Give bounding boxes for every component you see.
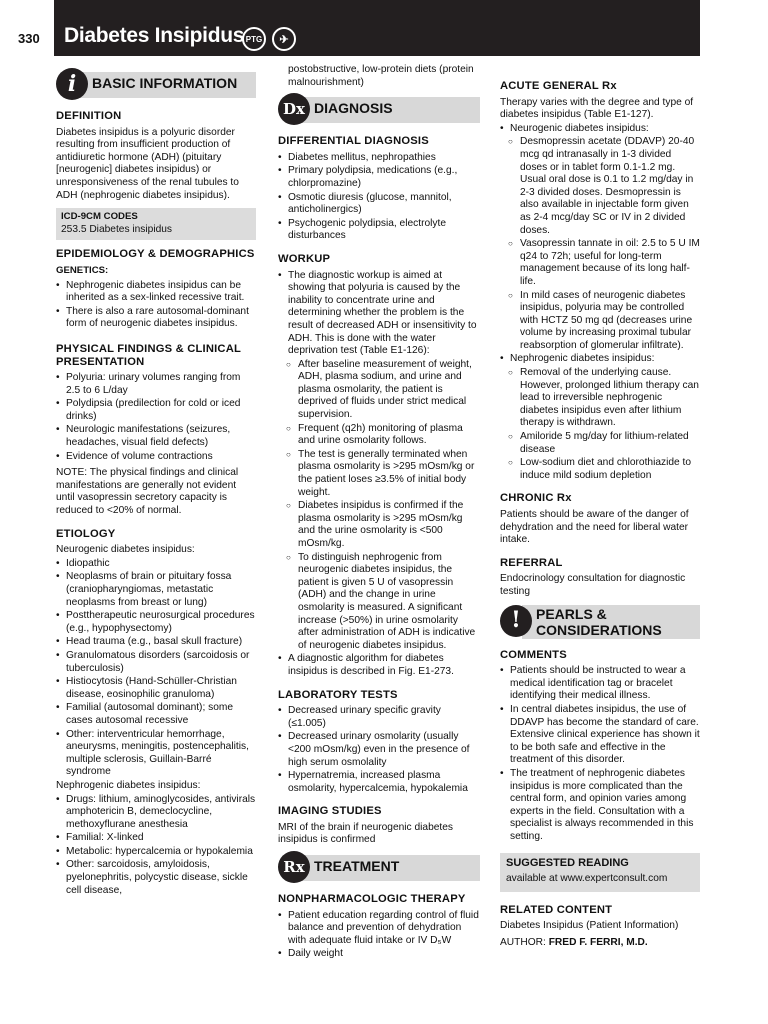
info-icon: i — [56, 68, 88, 100]
list-item: • The treatment of nephrogenic diabetes insipidus is more complicated than the central form, and opinion varies among experts in the field. Consultation with a specialist is always recommended in this setting. — [500, 768, 700, 844]
column-2 — [278, 64, 480, 965]
lab-list — [278, 705, 480, 795]
heading-chronic-rx: CHRONIC Rx — [500, 492, 572, 505]
author-name: FRED F. FERRI, M.D. — [548, 936, 648, 948]
list-item: • Osmotic diuresis (glucose, mannitol, anticholinergics) — [278, 192, 480, 217]
heading-comments: COMMENTS — [500, 648, 567, 661]
imaging-text: MRI of the brain if neurogenic diabetes insipidus is confirmed — [278, 821, 453, 846]
list-item: • Drugs: lithium, aminoglycosides, antivirals amphotericin B, demeclocycline, methoxyflurane anesthesia — [56, 794, 256, 832]
heading-genetics: GENETICS: — [56, 264, 109, 276]
heading-suggested-reading: SUGGESTED READING — [506, 857, 629, 870]
differential-list — [278, 152, 480, 243]
section-header-treatment — [278, 851, 480, 885]
list-item: ○ Vasopressin tannate in oil: 2.5 to 5 U IM q24 to 72h; useful for long-term management because of its long half-life. — [500, 238, 700, 288]
comments-list — [500, 665, 700, 843]
author-label: AUTHOR: — [500, 936, 546, 948]
list-item: • Daily weight — [278, 948, 480, 961]
list-item: ○ Removal of the underlying cause. However, prolonged lithium therapy can lead to irreversible nephrogenic diabetes insipidus even after lithium therapy is withdrawn. — [500, 367, 700, 430]
list-item: • Decreased urinary osmolarity (usually <200 mOsm/kg) even in the presence of high serum osmolality — [278, 731, 480, 769]
list-item: • Patient education regarding control of fluid balance and prevention of dehydration with adequate fluid intake or IV D₅W — [278, 910, 480, 948]
related-content-text: Diabetes Insipidus (Patient Information) — [500, 920, 679, 932]
list-item: • Neoplasms of brain or pituitary fossa (craniopharyngiomas, metastatic neoplasms from breast or lung) — [56, 571, 256, 609]
list-item: • Histiocytosis (Hand-Schüller-Christian disease, eosinophilic granuloma) — [56, 676, 256, 701]
heading-epidemiology: EPIDEMIOLOGY & DEMOGRAPHICS — [56, 248, 255, 261]
list-item: • Familial (autosomal dominant); some cases autosomal recessive — [56, 702, 256, 727]
acute-nephro-list — [500, 353, 700, 366]
section-label — [536, 606, 662, 638]
list-item: • Polydipsia (predilection for cold or iced drinks) — [56, 398, 256, 423]
column-1 — [56, 64, 256, 901]
pearls-label-line2: CONSIDERATIONS — [536, 621, 662, 638]
exclamation-icon: ! — [500, 605, 532, 637]
list-item: • Primary polydipsia, medications (e.g., chlorpromazine) — [278, 165, 480, 190]
list-item: ○ Low-sodium diet and chlorothiazide to induce mild sodium depletion — [500, 457, 700, 482]
heading-workup: WORKUP — [278, 252, 331, 265]
list-item: • Evidence of volume contractions — [56, 451, 256, 464]
acute-intro: Therapy varies with the degree and type of diabetes insipidus (Table E1-127). — [500, 96, 694, 121]
list-item: ○ Frequent (q2h) monitoring of plasma and urine osmolarity follows. — [278, 423, 480, 448]
list-item: • Neurologic manifestations (seizures, headaches, visual field defects) — [56, 424, 256, 449]
section-header-basic-information — [56, 68, 256, 102]
heading-physical-findings: PHYSICAL FINDINGS & CLINICAL PRESENTATION — [56, 342, 241, 368]
list-item: • Familial: X-linked — [56, 832, 256, 845]
section-label: BASIC INFORMATION — [92, 75, 238, 91]
page-number: 330 — [18, 31, 40, 46]
section-label: TREATMENT — [314, 858, 400, 875]
heading-definition: DEFINITION — [56, 110, 122, 122]
acute-neuro-list — [500, 123, 700, 136]
icd-codes-box — [56, 208, 256, 240]
etiology-continuation: postobstructive, low-protein diets (protein malnourishment) — [288, 64, 474, 88]
list-item: • Hypernatremia, increased plasma osmolarity, hypercalcemia, hypokalemia — [278, 770, 480, 795]
heading-etiology: ETIOLOGY — [56, 527, 116, 540]
list-item: • Idiopathic — [56, 558, 256, 571]
list-item: ○ In mild cases of neurogenic diabetes insipidus, polyuria may be controlled with HCTZ 50 mg qd (decreases urine volume by increasing proximal tubular reabsorption of glomerular infiltrate). — [500, 290, 700, 353]
list-item: • A diagnostic algorithm for diabetes insipidus is described in Fig. E1-273. — [278, 653, 480, 678]
suggested-reading-link[interactable]: available at www.expertconsult.com — [506, 873, 668, 885]
list-item: • Neurogenic diabetes insipidus: — [500, 123, 700, 136]
list-item: • Other: sarcoidosis, amyloidosis, pyelonephritis, polycystic disease, sickle cell disease, — [56, 859, 256, 897]
list-item: • In central diabetes insipidus, the use of DDAVP has become the standard of care. Extensive clinical experience has shown it to be both safe and effective in the treatment of this disorder. — [500, 704, 700, 767]
acute-nephro-sublist — [500, 367, 700, 482]
etiology-nephrogenic-intro: Nephrogenic diabetes insipidus: — [56, 779, 201, 791]
heading-nonpharmacologic: NONPHARMACOLOGIC THERAPY — [278, 893, 466, 906]
dx-icon: Dx — [278, 93, 310, 125]
heading-laboratory-tests: LABORATORY TESTS — [278, 688, 398, 701]
workup-steps — [278, 359, 480, 653]
etiology-nephrogenic-list — [56, 794, 256, 898]
section-label: DIAGNOSIS — [314, 100, 393, 117]
list-item: • Head trauma (e.g., basal skull fracture) — [56, 636, 256, 649]
list-item: ○ After baseline measurement of weight, ADH, plasma sodium, and urine and plasma osmolarity, the patient is deprived of fluids under strict medical supervision. — [278, 359, 480, 422]
etiology-neurogenic-list — [56, 558, 256, 779]
heading-icd: ICD-9CM CODES — [61, 211, 138, 223]
physical-findings-list — [56, 372, 256, 463]
workup-algorithm-list — [278, 653, 480, 678]
heading-related-content: RELATED CONTENT — [500, 903, 613, 916]
list-item: • Nephrogenic diabetes insipidus can be inherited as a sex-linked recessive trait. — [56, 280, 256, 305]
acute-neuro-sublist — [500, 136, 700, 352]
chronic-text: Patients should be aware of the danger of dehydration and the need for liberal water intake. — [500, 509, 689, 546]
suggested-reading-box — [500, 853, 700, 891]
list-item: ○ The test is generally terminated when plasma osmolarity is >295 mOsm/kg or the patient loses ≥3.5% of initial body weight. — [278, 449, 480, 499]
list-item: • Posttherapeutic neurosurgical procedures (e.g., hypophysectomy) — [56, 610, 256, 635]
page-title: Diabetes Insipidus — [64, 24, 245, 47]
physical-note: NOTE: The physical findings and clinical manifestations are generally not evident until vasopressin secretory capacity is reduced to <20% of normal. — [56, 467, 239, 517]
column-3 — [500, 64, 700, 953]
genetics-list — [56, 280, 256, 331]
list-item: • Nephrogenic diabetes insipidus: — [500, 353, 700, 366]
globe-badge-icon: ✈ — [272, 27, 296, 51]
heading-differential-diagnosis: DIFFERENTIAL DIAGNOSIS — [278, 135, 429, 148]
list-item: ○ Desmopressin acetate (DDAVP) 20-40 mcg qd intranasally in 1-3 divided doses or in tablet form 0.1-1.2 mg. Usual oral dose is 0.1 to 1.2 mg/day in 2-3 divided doses. Desmopressin is also available in injectable form given as 2-4 mcg/day SC or IV in 2 divided doses. — [500, 136, 700, 237]
list-item: • Psychogenic polydipsia, electrolyte disturbances — [278, 218, 480, 243]
list-item: • Patients should be instructed to wear a medical identification tag or bracelet identifying their medical illness. — [500, 665, 700, 703]
list-item: • There is also a rare autosomal-dominant form of neurogenic diabetes insipidus. — [56, 306, 256, 331]
list-item: ○ To distinguish nephrogenic from neurogenic diabetes insipidus, the patient is given 5 U of vasopressin (ADH) and the change in urine osmolarity is measured. A significant increase (>50%) in urine osmolarity after administration of ADH is indicative of neurogenic diabetes insipidus. — [278, 552, 480, 653]
heading-acute-rx: ACUTE GENERAL Rx — [500, 80, 617, 92]
list-item: • Polyuria: urinary volumes ranging from 2.5 to 6 L/day — [56, 372, 256, 397]
title-bar — [54, 0, 700, 56]
list-item: ○ Amiloride 5 mg/day for lithium-related disease — [500, 431, 700, 456]
list-item: • Granulomatous disorders (sarcoidosis or tuberculosis) — [56, 650, 256, 675]
workup-list — [278, 270, 480, 358]
heading-referral: REFERRAL — [500, 556, 563, 569]
referral-text: Endocrinology consultation for diagnostic testing — [500, 573, 686, 597]
etiology-neurogenic-intro: Neurogenic diabetes insipidus: — [56, 544, 195, 556]
list-item: • Decreased urinary specific gravity (≤1.005) — [278, 705, 480, 730]
list-item: • Metabolic: hypercalcemia or hypokalemia — [56, 846, 256, 859]
author-line — [500, 937, 700, 950]
nonpharm-list — [278, 910, 480, 961]
pearls-label-line1: PEARLS & — [536, 605, 607, 622]
icd-code: 253.5 Diabetes insipidus — [61, 223, 173, 235]
list-item: • Diabetes mellitus, nephropathies — [278, 152, 480, 165]
definition-text: Diabetes insipidus is a polyuric disorder resulting from insufficient production of antidiuretic hormone (ADH) (pituitary [neurogenic] diabetes insipidus) or unresponsiveness of the renal tubules to ADH (nephrogenic diabetes insipidus). — [56, 126, 239, 201]
list-item: • The diagnostic workup is aimed at showing that polyuria is caused by the inability to concentrate urine and determining whether the problem is the result of decreased ADH or insensitivity to ADH. This is done with the water deprivation test (Table E1-126): — [278, 270, 480, 358]
heading-imaging-studies: IMAGING STUDIES — [278, 805, 382, 818]
list-item: • Other: interventricular hemorrhage, aneurysms, meningitis, postencephalitis, multiple sclerosis, Guillain-Barré syndrome — [56, 729, 256, 779]
ptg-badge-icon: PTG — [242, 27, 266, 51]
list-item: ○ Diabetes insipidus is confirmed if the plasma osmolarity is >295 mOsm/kg and the urine osmolarity is <500 mOsm/kg. — [278, 500, 480, 550]
rx-icon: Rx — [278, 851, 310, 883]
section-header-pearls — [500, 603, 700, 641]
section-header-diagnosis — [278, 93, 480, 127]
